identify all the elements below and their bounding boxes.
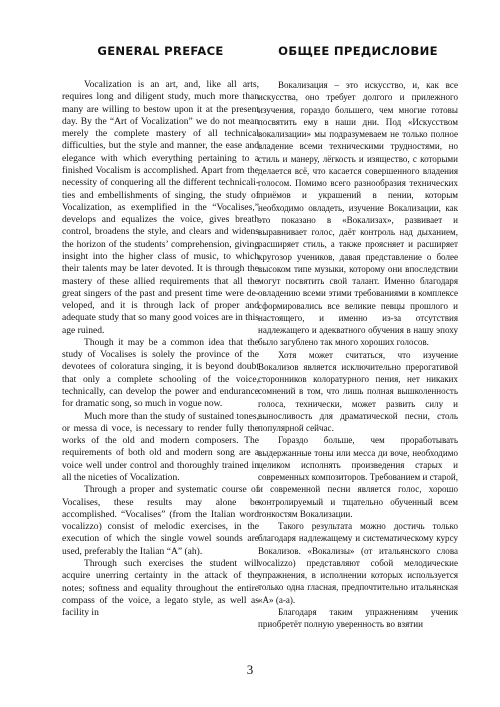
- russian-heading: ОБЩЕЕ ПРЕДИСЛОВИЕ: [278, 44, 438, 58]
- page-number: 3: [246, 662, 254, 677]
- english-paragraph: Through a proper and systematic course of Vocalises, these results may alone be accomplished. “Vocalises” (from the Italian word vocalizzo) consist of melodic exercises, in the execution of which the single vowel sounds are used, preferably the Italian “A” (ah).: [62, 484, 259, 557]
- english-column: [62, 44, 259, 619]
- english-paragraph: Though it may be a common idea that the study of Vocalises is solely the province of the devotees of coloratura singing, it is beyond doubt that only a complete schooling of the voice, technically, can develop the power and endurance for dramatic song, so much in vogue now.: [62, 336, 259, 410]
- russian-paragraph: Такого результата можно достичь только благодаря надлежащему и систематическому курсу Вокализов. «Вокализы» (от итальянского слова vocalizzo) представляют собой мелодические упражнения, в исполнении которых используется только одна гласная, предпочтительно итальянская «А» (а-а).: [258, 521, 458, 605]
- english-paragraph: Vocalization is an art, and, like all arts, requires long and diligent study, much more than many are willing to bestow upon it at the present day. By the “Art of Vocalization” we do not mean merely the complete mastery of all technical difficulties, but the style and manner, the ease and elegance with which everything pertaining to a finished Vocalism is accomplished. Apart from the necessity of conquering all the different technicalities and embellishments of singing, the study of Vocalization, as exemplified in the “Vocalises,” develops and equalizes the voice, gives breath control, broadens the style, and clears and widens the horizon of the students’ comprehension, giving insight into the higher class of music, to which their talents may be later devoted. It is through the mastery of these allied requirements that all the great singers of the past and present time were developed, and it is through lack of proper and adequate study that so many good voices are in this age ruined.: [62, 79, 259, 336]
- russian-paragraph: Гораздо больше, чем проработывать выдержанные тоны или месса ди воче, необходимо целиком исполнять произведения старых и современных композиторов. Требованием и старой, и современной песни является голос, хорошо контролируемый и тщательно обученный всем тонкостям Вокализации.: [258, 435, 458, 519]
- english-paragraph: Through such exercises the student will acquire unerring certainty in the attack of the notes; softness and equality throughout the entire compass of the voice, a legato style, as well as facility in: [62, 557, 259, 619]
- russian-paragraph: Вокализация – это искусство, и, как все искусства, оно требует долгого и прилежного изучения, гораздо большего, чем многие готовы посвятить ему в наши дни. Под «Искусством вокализации» мы подразумеваем не только полное владение всеми техническими трудностями, но стиль и манеру, лёгкость и изящество, с которыми делается всё, что касается совершенного владения голосом. Помимо всего разнообразия технических приёмов и украшений в пении, которым необходимо овладеть, изучение Вокализации, как это показано в «Вокализах», развивает и выравнивает голос, даёт контроль над дыханием, расширяет стиль, а также проясняет и расширяет кругозор учеников, давая представление о более высоком типе музыки, которому они впоследствии могут посвятить свой талант. Именно благодаря овладению всеми этими требованиями в комплексе сформировались все великие певцы прошлого и настоящего, и именно из-за отсутствия надлежащего и адекватного обучения в нашу эпоху было загублено так много хороших голосов.: [258, 80, 458, 348]
- english-paragraph: Much more than the study of sustained tones, or messa di voce, is necessary to render fully the works of the old and modern composers. The requirements of both old and modern song are a voice well under control and thoroughly trained in all the niceties of Vocalization.: [62, 410, 259, 483]
- russian-column: [258, 44, 458, 630]
- english-heading: GENERAL PREFACE: [97, 44, 224, 58]
- russian-paragraph: Хотя может считаться, что изучение Вокализов является исключительно прерогативой сторонников колоратурного пения, нет никаких сомнений в том, что лишь полная вышколенность голоса, технически, может развить силу и выносливость для драматической песни, столь популярной сейчас.: [258, 349, 458, 433]
- russian-paragraph: Благодаря таким упражнениям ученик приобретёт полную уверенность во взятии: [258, 606, 458, 629]
